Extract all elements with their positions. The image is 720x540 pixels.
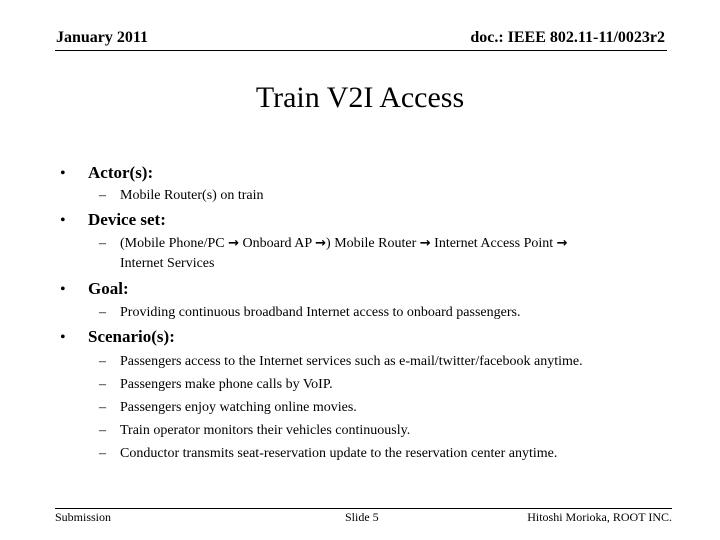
footer-submission: Submission (55, 510, 112, 524)
arrow-icon: → (315, 236, 327, 251)
slide-title: Train V2I Access (255, 81, 465, 114)
device-text-onboard-ap: Onboard AP (239, 236, 316, 251)
device-set-line (120, 234, 568, 254)
footer-rule (55, 508, 672, 509)
bullet-marker: • (60, 281, 66, 298)
dash-marker: – (99, 423, 106, 438)
arrow-icon: → (419, 236, 431, 251)
scenario-item: Passengers make phone calls by VoIP. (120, 377, 333, 392)
scenario-item: Train operator monitors their vehicles continuously. (120, 423, 411, 438)
footer-slide-number: Slide 5 (345, 510, 379, 524)
header-rule (55, 50, 667, 51)
bullet-label-actors: Actor(s): (88, 163, 154, 182)
scenario-item: Passengers enjoy watching online movies. (120, 400, 357, 415)
arrow-icon: → (228, 236, 240, 251)
dash-marker: – (99, 236, 106, 251)
bullet-marker: • (60, 329, 66, 346)
header-doc-id: doc.: IEEE 802.11-11/0023r2 (470, 29, 665, 46)
dash-marker: – (99, 377, 106, 392)
dash-marker: – (99, 446, 106, 461)
header-date: January 2011 (56, 29, 149, 46)
dash-marker: – (99, 188, 106, 203)
bullet-label-goal: Goal: (88, 279, 129, 298)
arrow-icon: → (556, 236, 568, 251)
dash-marker: – (99, 305, 106, 320)
device-text-mobile-router: ) Mobile Router (326, 236, 420, 251)
device-text-internet-access-point: Internet Access Point (430, 236, 557, 251)
footer-author: Hitoshi Morioka, ROOT INC. (527, 510, 672, 524)
device-text-phone-pc: (Mobile Phone/PC (120, 236, 229, 251)
scenario-item: Passengers access to the Internet services such as e-mail/twitter/facebook anytime. (120, 354, 583, 369)
goal-item: Providing continuous broadband Internet access to onboard passengers. (120, 305, 521, 320)
bullet-label-device-set: Device set: (88, 210, 166, 229)
scenario-item: Conductor transmits seat-reservation update to the reservation center anytime. (120, 446, 558, 461)
dash-marker: – (99, 400, 106, 415)
actors-item: Mobile Router(s) on train (120, 188, 264, 203)
dash-marker: – (99, 354, 106, 369)
bullet-marker: • (60, 212, 66, 229)
bullet-marker: • (60, 165, 66, 182)
bullet-label-scenarios: Scenario(s): (88, 327, 175, 346)
device-text-internet-services: Internet Services (120, 256, 215, 271)
